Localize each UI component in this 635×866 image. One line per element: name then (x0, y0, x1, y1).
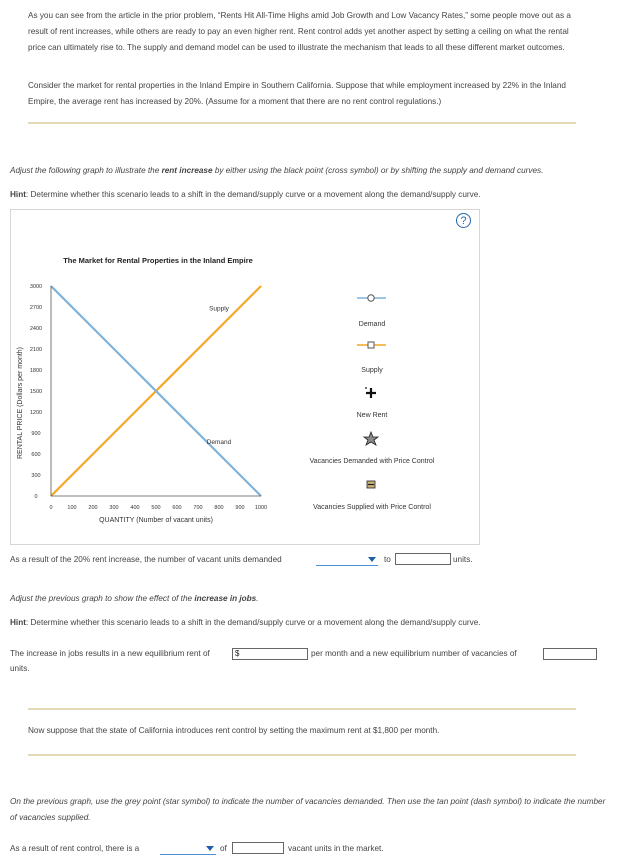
y-tick-label: 300 (31, 473, 41, 479)
y-tick-label: 1800 (29, 368, 43, 374)
x-tick-label: 300 (109, 505, 119, 511)
equilibrium-rent-input[interactable] (232, 648, 308, 660)
y-tick-label: 2400 (29, 326, 43, 332)
instruction-text: by either using the black point (cross symbol) or by shifting the supply and demand curves. (212, 166, 544, 175)
question-2-units: units. (10, 664, 30, 673)
hint-text: : Determine whether this scenario leads to a shift in the demand/supply curve or a movement along the demand/supply curve. (25, 618, 481, 627)
chevron-down-icon (206, 846, 214, 851)
x-tick-label: 200 (88, 505, 98, 511)
question-1-text: As a result of the 20% rent increase, the number of vacant units demanded (10, 555, 282, 564)
instruction-increase-in-jobs (10, 591, 259, 607)
hint-label: Hint (10, 190, 26, 199)
y-tick-label: 3000 (29, 284, 43, 290)
y-tick-label: 600 (31, 452, 41, 458)
x-tick-label: 0 (49, 505, 53, 511)
x-tick-label: 1000 (254, 505, 268, 511)
y-tick-label: 0 (34, 494, 38, 500)
legend-vacancies-demanded-label: Vacancies Demanded with Price Control (309, 458, 435, 465)
legend-vacancies-supplied-label: Vacancies Supplied with Price Control (313, 504, 431, 511)
chevron-down-icon (368, 557, 376, 562)
cross-dot-icon (365, 387, 367, 389)
legend-demand[interactable] (357, 295, 386, 328)
shortage-surplus-dropdown[interactable] (160, 843, 216, 855)
question-2-mid: per month and a new equilibrium number of vacancies of (311, 649, 517, 658)
question-1-to: to (384, 555, 391, 564)
y-axis-label: RENTAL PRICE (Dollars per month) (17, 346, 24, 460)
vacant-units-demanded-input[interactable] (395, 553, 451, 565)
x-tick-label: 600 (172, 505, 182, 511)
instruction-text: . (256, 594, 259, 603)
y-tick-label: 1500 (29, 389, 43, 395)
dollar-sign: $ (235, 649, 240, 658)
star-icon (364, 432, 378, 445)
legend-demand-label: Demand (358, 321, 386, 328)
y-tick-label: 2100 (29, 347, 43, 353)
y-tick-label: 1200 (29, 410, 43, 416)
legend-vacancies-demanded[interactable] (310, 432, 435, 465)
hint-2 (10, 615, 481, 631)
hint-text: : Determine whether this scenario leads to a shift in the demand/supply curve or a movement along the demand/supply curve. (25, 190, 481, 199)
legend-new-rent[interactable] (357, 387, 388, 419)
intro-paragraph-2: Consider the market for rental properties in the Inland Empire in Southern California. Suppose that while employment increased by 22% in the Inland Empire, the average rent has increased by 20%. (Assume for a moment that there are no rent control regulations.) (28, 81, 566, 106)
instruction-text: Adjust the following graph to illustrate the (10, 166, 162, 175)
supply-curve-label: Supply (209, 305, 229, 313)
x-tick-label: 500 (151, 505, 161, 511)
y-tick-label: 900 (31, 431, 41, 437)
y-tick-label: 2700 (29, 305, 43, 311)
demand-curve-label: Demand (206, 439, 232, 447)
section-divider (28, 754, 576, 756)
legend-new-rent-label: New Rent (356, 412, 388, 419)
x-tick-label: 100 (67, 505, 77, 511)
x-tick-label: 800 (214, 505, 224, 511)
chart-title: The Market for Rental Properties in the Inland Empire (63, 256, 253, 265)
hint-label: Hint (10, 618, 26, 627)
legend-vacancies-supplied[interactable] (313, 481, 431, 511)
help-icon[interactable]: ? (456, 213, 471, 228)
section-divider (28, 708, 576, 710)
question-3-of: of (220, 844, 227, 853)
x-tick-label: 400 (130, 505, 140, 511)
instruction-text: Adjust the previous graph to show the effect of the (10, 594, 195, 603)
rent-control-text: Now suppose that the state of California introduces rent control by setting the maximum rent at $1,800 per month. (28, 726, 440, 735)
legend-supply[interactable] (357, 342, 386, 374)
demand-change-dropdown[interactable] (316, 554, 378, 566)
instruction-bold: increase in jobs (194, 594, 257, 603)
legend-supply-label: Supply (361, 367, 383, 374)
equilibrium-vacancies-input[interactable] (543, 648, 597, 660)
intro-paragraph-1: As you can see from the article in the prior problem, “Rents Hit All-Time Highs amid Job Growth and Low Vacancy Rates,” some people move out as a result of rent increases, while others are ready to pay an even higher rent. Rent control adds yet another aspect by setting a ceiling on what the rental price can ultimately rise to. The supply and demand model can be used to illustrate the mechanism that leads to all these different market outcomes. (28, 11, 571, 52)
instruction-bold: rent increase (161, 166, 213, 175)
x-axis-label: QUANTITY (Number of vacant units) (99, 517, 213, 524)
circle-line-icon (368, 295, 374, 301)
question-3-text: As a result of rent control, there is a (10, 844, 140, 853)
instruction-rent-control: On the previous graph, use the grey point (star symbol) to indicate the number of vacancies demanded. Then use the tan point (dash symbol) to indicate the number of vacancies supplied. (10, 797, 606, 822)
vacant-units-gap-input[interactable] (232, 842, 284, 854)
question-3-post: vacant units in the market. (288, 844, 384, 853)
x-tick-label: 900 (235, 505, 245, 511)
cross-icon (366, 388, 376, 398)
x-tick-label: 700 (193, 505, 203, 511)
question-1-units: units. (453, 555, 473, 564)
question-2-text: The increase in jobs results in a new equilibrium rent of (10, 649, 210, 658)
square-line-icon (368, 342, 374, 348)
